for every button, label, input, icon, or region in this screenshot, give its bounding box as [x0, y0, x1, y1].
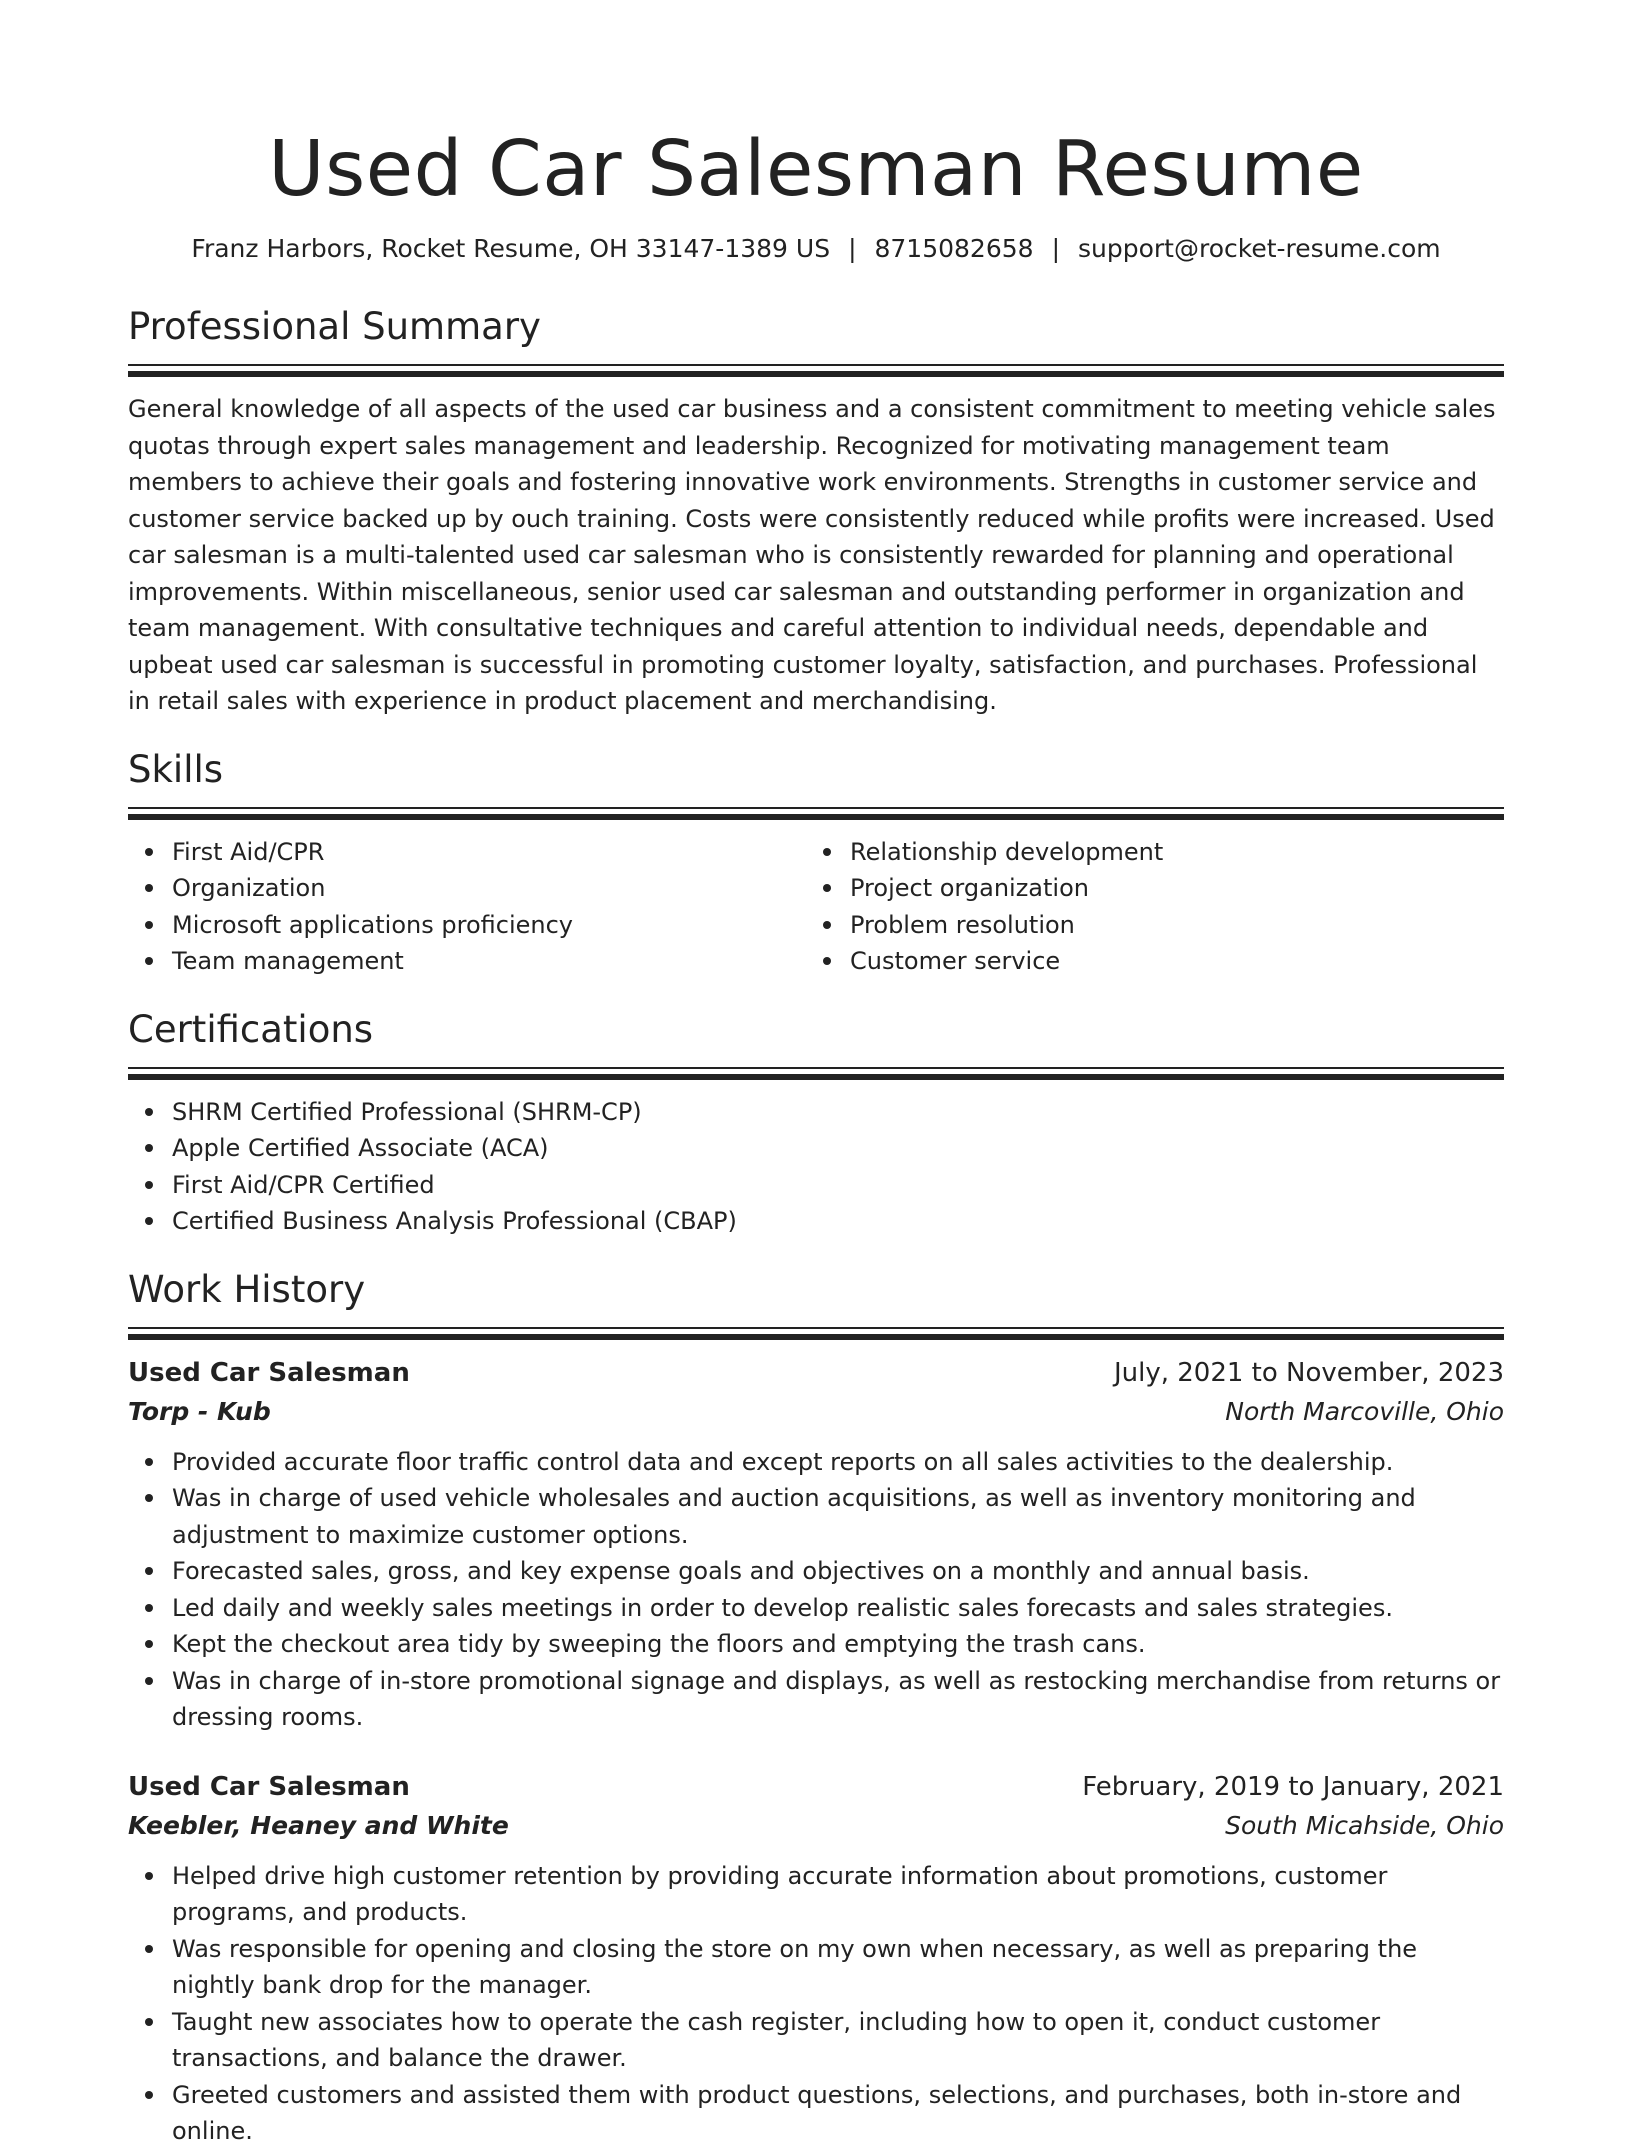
- job-location: South Micahside, Ohio: [1225, 1810, 1504, 1840]
- contact-separator: |: [848, 234, 857, 263]
- certification-item: Certified Business Analysis Professional (CBAP): [172, 1203, 1504, 1240]
- job-bullet: Kept the checkout area tidy by sweeping the floors and emptying the trash cans.: [172, 1626, 1504, 1663]
- skill-item: Problem resolution: [850, 907, 1484, 944]
- certifications-section: [128, 1007, 1504, 1240]
- skill-item: Organization: [172, 870, 806, 907]
- skill-item: Customer service: [850, 943, 1484, 980]
- certification-item: First Aid/CPR Certified: [172, 1167, 1504, 1204]
- skill-item: Team management: [172, 943, 806, 980]
- resume-page: [128, 0, 1504, 2150]
- job-title: Used Car Salesman: [128, 1771, 410, 1802]
- job-bullet: Was responsible for opening and closing the store on my own when necessary, as well as preparing the nightly bank drop for the manager.: [172, 1931, 1504, 2004]
- contact-line: [128, 232, 1504, 266]
- section-heading-certifications: Certifications: [128, 1007, 374, 1051]
- skill-item: First Aid/CPR: [172, 834, 806, 871]
- job-bullet: Helped drive high customer retention by providing accurate information about promotions, customer programs, and products.: [172, 1858, 1504, 1931]
- section-rule: [128, 364, 1504, 377]
- job-subheader: [128, 1392, 1504, 1432]
- skill-item: Microsoft applications proficiency: [172, 907, 806, 944]
- certifications-list: [128, 1094, 1504, 1240]
- job-bullet: Was in charge of in-store promotional signage and displays, as well as restocking merchandise from returns or dressing rooms.: [172, 1663, 1504, 1736]
- job-header: [128, 1354, 1504, 1392]
- skills-list-left: [128, 834, 806, 980]
- job-title: Used Car Salesman: [128, 1357, 410, 1388]
- summary-text: General knowledge of all aspects of the used car business and a consistent commitment to meeting vehicle sales quotas through expert sales management and leadership. Recognized for motivating management team members to achieve their goals and fostering innovative work environments. Strengths in customer service and customer service backed up by ouch training. Costs were consistently reduced while profits were increased. Used car salesman is a multi-talented used car salesman who is consistently rewarded for planning and operational improvements. Within miscellaneous, senior used car salesman and outstanding performer in organization and team management. With consultative techniques and careful attention to individual needs, dependable and upbeat used car salesman is successful in promoting customer loyalty, satisfaction, and purchases. Professional in retail sales with experience in product placement and merchandising.: [128, 395, 1496, 715]
- job-bullet: Taught new associates how to operate the cash register, including how to open it, conduct customer transactions, and balance the drawer.: [172, 2004, 1504, 2077]
- job-bullets: [128, 1858, 1504, 2150]
- section-rule: [128, 1327, 1504, 1340]
- contact-separator: |: [1051, 234, 1060, 263]
- skills-grid: [128, 834, 1504, 980]
- section-rule: [128, 1067, 1504, 1080]
- job-bullet: Provided accurate floor traffic control data and except reports on all sales activities to the dealership.: [172, 1444, 1504, 1481]
- job-company: Keebler, Heaney and White: [128, 1810, 509, 1840]
- job-bullet: Led daily and weekly sales meetings in order to develop realistic sales forecasts and sales strategies.: [172, 1590, 1504, 1627]
- work-history-section: [128, 1267, 1504, 2150]
- contact-email: support@rocket-resume.com: [1078, 234, 1441, 263]
- skill-item: Project organization: [850, 870, 1484, 907]
- section-rule: [128, 807, 1504, 820]
- summary-section: [128, 304, 1504, 720]
- job-bullet: Forecasted sales, gross, and key expense goals and objectives on a monthly and annual basis.: [172, 1553, 1504, 1590]
- section-heading-summary: Professional Summary: [128, 305, 541, 348]
- job-entry: [128, 1768, 1504, 2150]
- certification-item: SHRM Certified Professional (SHRM-CP): [172, 1094, 1504, 1131]
- certification-item: Apple Certified Associate (ACA): [172, 1130, 1504, 1167]
- skills-section: [128, 747, 1504, 980]
- job-location: North Marcoville, Ohio: [1225, 1396, 1504, 1426]
- job-subheader: [128, 1806, 1504, 1846]
- job-bullets: [128, 1444, 1504, 1736]
- job-company: Torp - Kub: [128, 1396, 271, 1426]
- section-heading-work-history: Work History: [128, 1267, 366, 1311]
- job-dates: July, 2021 to November, 2023: [1113, 1357, 1504, 1388]
- job-dates: February, 2019 to January, 2021: [1082, 1771, 1504, 1802]
- job-header: [128, 1768, 1504, 1806]
- job-bullet: Was in charge of used vehicle wholesales and auction acquisitions, as well as inventory monitoring and adjustment to maximize customer options.: [172, 1480, 1504, 1553]
- contact-address: Franz Harbors, Rocket Resume, OH 33147-1389 US: [191, 234, 831, 263]
- skill-item: Relationship development: [850, 834, 1484, 871]
- job-bullet: Greeted customers and assisted them with product questions, selections, and purchases, both in-store and online.: [172, 2077, 1504, 2150]
- skills-list-right: [806, 834, 1484, 980]
- resume-title: Used Car Salesman Resume: [268, 125, 1364, 214]
- job-entry: [128, 1354, 1504, 1736]
- contact-phone: 8715082658: [874, 234, 1034, 263]
- section-heading-skills: Skills: [128, 747, 224, 791]
